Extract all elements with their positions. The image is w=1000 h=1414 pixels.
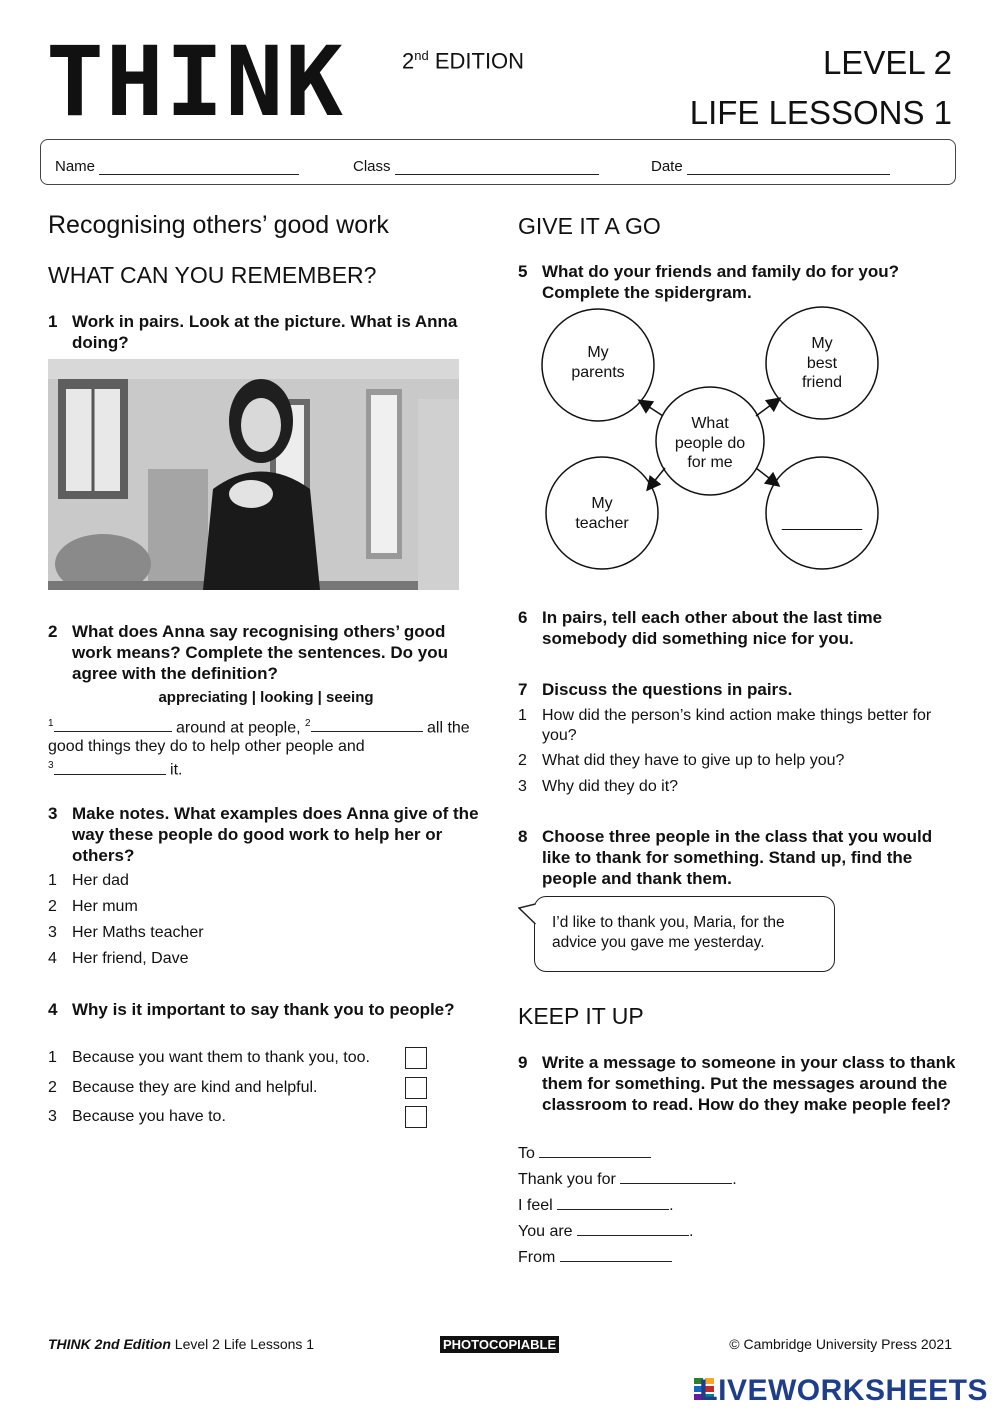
footer-title: THINK 2nd Edition Level 2 Life Lessons 1 xyxy=(48,1336,315,1352)
answer-blank-1[interactable] xyxy=(54,717,172,732)
speech-bubble-text: I’d like to thank you, Maria, for the advice you gave me yesterday. xyxy=(552,914,785,951)
q4-item: 1 Because you want them to thank you, too. xyxy=(48,1049,370,1066)
question-2: 2 What does Anna say recognising others’ good work means? Complete the sentences. Do you agree with the definition? xyxy=(48,622,448,683)
name-field[interactable]: Name xyxy=(55,158,299,175)
teacher-label: teacher xyxy=(575,515,629,532)
answer-blank-3[interactable] xyxy=(54,760,166,775)
anna-photo xyxy=(48,359,459,590)
liveworksheets-watermark: LIVEWORKSHEETS xyxy=(699,1374,988,1407)
arrow-to-parents xyxy=(640,401,663,416)
q3-item: 2 Her mum xyxy=(48,898,138,915)
q7-item: 3 Why did they do it? xyxy=(518,778,679,795)
q4-checkbox-3[interactable] xyxy=(405,1106,427,1128)
level-label: LEVEL 2 xyxy=(822,44,952,81)
q3-item: 1 Her dad xyxy=(48,872,129,889)
message-youare: You are . xyxy=(518,1223,694,1240)
message-youare-blank[interactable] xyxy=(577,1221,689,1236)
section-keep-it-up: KEEP IT UP xyxy=(518,1003,644,1029)
question-8: 8 Choose three people in the class that you would like to thank for something. Stand up, find the people and thank them. xyxy=(518,827,933,888)
parents-label: My xyxy=(587,344,609,361)
friend-label: friend xyxy=(801,374,843,391)
definition-sentences: $^1$ around at people, $^2$ all the good things they do to help other people and $^3$ it. xyxy=(48,718,470,779)
q4-item: 2 Because they are kind and helpful. xyxy=(48,1079,318,1096)
q7-item: 1 How did the person’s kind action make things better for you? xyxy=(518,707,932,744)
message-feel: I feel . xyxy=(518,1197,674,1214)
center-label: What xyxy=(691,415,729,432)
message-thank-blank[interactable] xyxy=(620,1169,732,1184)
q3-item: 4 Her friend, Dave xyxy=(48,950,189,967)
q4-item: 3 Because you have to. xyxy=(48,1108,226,1125)
question-5: 5 What do your friends and family do for you? Complete the spidergram. xyxy=(518,262,900,302)
arrow-to-friend xyxy=(756,399,779,416)
arrow-to-teacher xyxy=(648,468,665,489)
q4-checkbox-1[interactable] xyxy=(405,1047,427,1069)
q7-item: 2 What did they have to give up to help you? xyxy=(518,752,845,769)
photocopiable-badge: PHOTOCOPIABLE xyxy=(440,1336,559,1353)
message-to-blank[interactable] xyxy=(539,1143,651,1158)
message-to: To xyxy=(518,1143,651,1164)
message-from-blank[interactable] xyxy=(560,1247,672,1262)
message-feel-blank[interactable] xyxy=(557,1195,669,1210)
question-9: 9 Write a message to someone in your class to thank them for something. Put the messages around the classroom to read. How do they make people feel? xyxy=(518,1053,956,1114)
arrow-to-blank xyxy=(756,468,778,485)
answer-blank-2[interactable] xyxy=(311,717,423,732)
class-field[interactable]: Class xyxy=(353,158,599,175)
section-what-can-you-remember: WHAT CAN YOU REMEMBER? xyxy=(48,262,377,288)
friend-label: My xyxy=(811,335,833,352)
q3-item: 3 Her Maths teacher xyxy=(48,924,204,941)
think-logo: THINK xyxy=(46,26,345,138)
lesson-label: LIFE LESSONS 1 xyxy=(689,94,952,131)
spider-node-teacher xyxy=(546,457,658,569)
speech-bubble-tail xyxy=(518,902,538,928)
section-give-it-a-go: GIVE IT A GO xyxy=(518,213,661,239)
question-4: 4 Why is it important to say thank you to people? xyxy=(48,1000,455,1019)
message-thank: Thank you for . xyxy=(518,1171,737,1188)
friend-label: best xyxy=(806,355,838,372)
question-6: 6 In pairs, tell each other about the last time somebody did something nice for you. xyxy=(518,608,883,648)
question-1: 1 Work in pairs. Look at the picture. What is Anna doing? xyxy=(48,312,458,352)
spider-node-blank xyxy=(766,457,878,569)
word-box: appreciating | looking | seeing xyxy=(158,689,374,706)
question-3: 3 Make notes. What examples does Anna give of the way these people do good work to help her or others? xyxy=(48,804,479,865)
center-label: people do xyxy=(674,435,746,452)
center-label: for me xyxy=(687,454,733,471)
question-7: 7 Discuss the questions in pairs. xyxy=(518,680,793,699)
teacher-label: My xyxy=(591,495,613,512)
q4-checkbox-2[interactable] xyxy=(405,1077,427,1099)
blank-label: _________ xyxy=(781,514,863,531)
spidergram xyxy=(530,300,890,575)
message-from: From xyxy=(518,1247,672,1268)
page-title: Recognising others’ good work xyxy=(48,211,389,239)
edition-label: 2nd EDITION xyxy=(402,48,525,74)
date-field[interactable]: Date xyxy=(651,158,890,175)
parents-label: parents xyxy=(571,364,625,381)
copyright: © Cambridge University Press 2021 xyxy=(729,1336,952,1352)
